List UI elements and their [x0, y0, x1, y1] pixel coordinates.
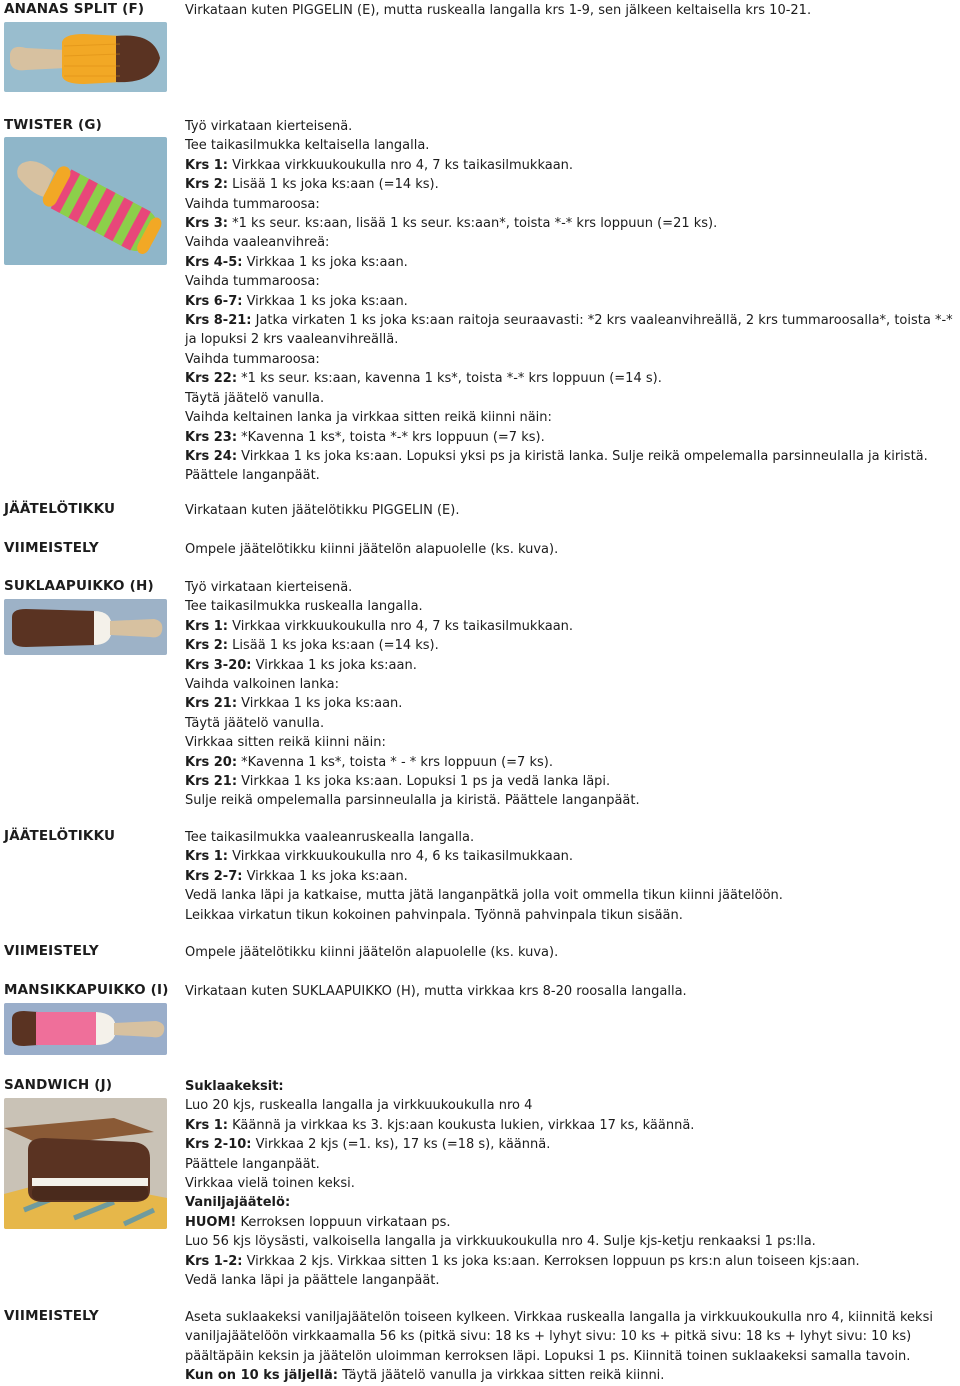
- instruction-line: [185, 943, 955, 962]
- instruction-line: [185, 253, 955, 272]
- instruction-line: [185, 675, 955, 694]
- row-text: Virkkaa 1 ks joka ks:aan.: [242, 254, 408, 270]
- section-body-mansikkapuikko: [185, 982, 955, 1001]
- row-text: Virkataan kuten PIGGELIN (E), mutta ruskealla langalla krs 1-9, sen jälkeen keltaisella krs 10-21.: [185, 3, 812, 18]
- row-text: Täytä jäätelö vanulla ja virkkaa sitten reikä kiinni.: [337, 1368, 665, 1384]
- instruction-line: [185, 1193, 955, 1212]
- row-text: Vaihda tummaroosa:: [185, 351, 320, 367]
- instruction-line: [185, 1271, 955, 1290]
- row-label: Krs 1:: [185, 618, 228, 634]
- instruction-line: [185, 1252, 955, 1271]
- instruction-line: [185, 733, 955, 752]
- instruction-line: [185, 272, 955, 291]
- row-text: Virkataan kuten SUKLAAPUIKKO (H), mutta virkkaa krs 8-20 roosalla langalla.: [185, 984, 687, 999]
- section-title-viimeistely-3: VIIMEISTELY: [4, 1308, 99, 1324]
- row-text: Virkkaa 1 ks joka ks:aan. Lopuksi yksi ps ja kiristä lanka. Sulje reikä ompelemalla parsinneulalla ja kiristä. Päättele langanpäät.: [185, 448, 928, 484]
- row-label: Krs 21:: [185, 696, 238, 712]
- instruction-line: [185, 233, 955, 252]
- instruction-line: [185, 617, 955, 636]
- row-text: Tee taikasilmukka keltaisella langalla.: [185, 138, 430, 154]
- section-body-viimeistely-3: [185, 1308, 955, 1386]
- row-label: Krs 23:: [185, 429, 238, 445]
- instruction-line: [185, 1135, 955, 1154]
- instruction-line: [185, 350, 955, 369]
- instruction-line: [185, 847, 955, 866]
- row-label: Krs 3-20:: [185, 657, 252, 673]
- row-text: Virkkaa 2 kjs. Virkkaa sitten 1 ks joka ks:aan. Kerroksen loppuun ps krs:n alun toiseen kjs:aan.: [242, 1253, 860, 1269]
- row-text: Virkkaa 1 ks joka ks:aan. Lopuksi 1 ps ja vedä lanka läpi.: [237, 774, 611, 790]
- row-label: Krs 8-21:: [185, 313, 252, 329]
- instruction-line: [185, 292, 955, 311]
- row-label: Krs 2-10:: [185, 1137, 252, 1153]
- section-body-suklaapuikko: [185, 578, 955, 811]
- row-text: Täytä jäätelö vanulla.: [185, 715, 325, 731]
- row-label: Krs 1:: [185, 849, 228, 865]
- row-text: Vaihda tummaroosa:: [185, 196, 320, 212]
- row-text: Sulje reikä ompelemalla parsinneulalla ja kiristä. Päättele langanpäät.: [185, 793, 640, 809]
- instruction-line: [185, 214, 955, 233]
- instruction-line: [185, 886, 955, 905]
- instruction-line: [185, 753, 955, 772]
- row-text: Vedä lanka läpi ja katkaise, mutta jätä langanpätkä jolla voit ommella tikun kiinni jäätelöön.: [185, 888, 783, 904]
- row-label: HUOM!: [185, 1214, 237, 1230]
- instruction-line: [185, 791, 955, 810]
- photo-suklaapuikko: [4, 599, 167, 655]
- section-body-viimeistely-1: [185, 540, 955, 559]
- row-text: Tee taikasilmukka ruskealla langalla.: [185, 599, 423, 615]
- instruction-line: [185, 156, 955, 175]
- instruction-line: [185, 195, 955, 214]
- section-title-jaatelotikku-2: JÄÄTELÖTIKKU: [4, 828, 116, 844]
- row-label: Krs 3:: [185, 216, 228, 232]
- row-text: Vaihda tummaroosa:: [185, 274, 320, 290]
- section-title-viimeistely-1: VIIMEISTELY: [4, 540, 99, 556]
- instruction-line: [185, 656, 955, 675]
- row-label: Krs 1:: [185, 1117, 228, 1133]
- section-body-jaatelotikku-1: [185, 501, 955, 520]
- row-label: Kun on 10 ks jäljellä:: [185, 1368, 338, 1384]
- section-title-ananas-split: ANANAS SPLIT (F): [4, 1, 145, 17]
- instruction-line: [185, 694, 955, 713]
- section-body-viimeistely-2: [185, 943, 955, 962]
- section-title-sandwich: SANDWICH (J): [4, 1077, 113, 1093]
- row-label: Vaniljajäätelö:: [185, 1195, 291, 1211]
- row-text: *1 ks seur. ks:aan, lisää 1 ks seur. ks:aan*, toista *-* krs loppuun (=21 ks).: [228, 216, 718, 232]
- section-title-twister: TWISTER (G): [4, 117, 102, 133]
- row-text: Luo 56 kjs löysästi, valkoisella langalla ja virkkuukoukulla nro 4. Sulje kjs-ketju renkaaksi 1 ps:lla.: [185, 1234, 816, 1250]
- instruction-line: [185, 389, 955, 408]
- section-body-twister: [185, 117, 955, 486]
- row-text: Virkkaa virkkuukoukulla nro 4, 6 ks taikasilmukkaan.: [228, 849, 574, 865]
- instruction-line: [185, 1096, 955, 1115]
- row-text: Tee taikasilmukka vaaleanruskealla langalla.: [185, 830, 475, 845]
- row-label: Suklaakeksit:: [185, 1079, 284, 1094]
- instruction-line: [185, 1, 955, 20]
- section-body-sandwich: [185, 1077, 955, 1290]
- instruction-line: [185, 1213, 955, 1232]
- photo-twister: [4, 137, 167, 265]
- instruction-line: [185, 311, 955, 350]
- instruction-line: [185, 447, 955, 486]
- row-text: Lisää 1 ks joka ks:aan (=14 ks).: [228, 177, 439, 193]
- instruction-line: [185, 175, 955, 194]
- section-title-suklaapuikko: SUKLAAPUIKKO (H): [4, 578, 154, 594]
- row-label: Krs 4-5:: [185, 254, 243, 270]
- row-text: Leikkaa virkatun tikun kokoinen pahvinpala. Työnnä pahvinpala tikun sisään.: [185, 907, 683, 923]
- instruction-line: [185, 1232, 955, 1251]
- instruction-line: [185, 982, 955, 1001]
- section-title-mansikkapuikko: MANSIKKAPUIKKO (I): [4, 982, 169, 998]
- instruction-line: [185, 636, 955, 655]
- row-text: *Kavenna 1 ks*, toista *-* krs loppuun (=7 ks).: [237, 429, 545, 445]
- row-text: Virkkaa virkkuukoukulla nro 4, 7 ks taikasilmukkaan.: [228, 157, 574, 173]
- instruction-line: [185, 1308, 955, 1366]
- photo-ananas-split: [4, 22, 167, 92]
- row-label: Krs 6-7:: [185, 293, 243, 309]
- instruction-line: [185, 1077, 955, 1096]
- row-label: Krs 2-7:: [185, 868, 243, 884]
- row-text: Virkkaa 1 ks joka ks:aan.: [237, 696, 403, 712]
- row-text: Vaihda keltainen lanka ja virkkaa sitten reikä kiinni näin:: [185, 410, 552, 426]
- row-text: Luo 20 kjs, ruskealla langalla ja virkkuukoukulla nro 4: [185, 1098, 533, 1114]
- instruction-line: [185, 369, 955, 388]
- instruction-line: [185, 597, 955, 616]
- row-text: Käännä ja virkkaa ks 3. kjs:aan koukusta lukien, virkkaa 17 ks, käännä.: [228, 1117, 695, 1133]
- instruction-line: [185, 428, 955, 447]
- instruction-line: [185, 501, 955, 520]
- instruction-line: [185, 117, 955, 136]
- row-text: Lisää 1 ks joka ks:aan (=14 ks).: [228, 638, 439, 654]
- photo-mansikkapuikko: [4, 1003, 167, 1055]
- instruction-line: [185, 408, 955, 427]
- row-text: Vaihda vaaleanvihreä:: [185, 235, 330, 251]
- section-body-ananas-split: [185, 1, 955, 20]
- row-text: Virkkaa vielä toinen keksi.: [185, 1176, 355, 1192]
- row-text: *1 ks seur. ks:aan, kavenna 1 ks*, toista *-* krs loppuun (=14 s).: [237, 371, 662, 387]
- instruction-line: [185, 578, 955, 597]
- row-text: Vedä lanka läpi ja päättele langanpäät.: [185, 1273, 440, 1289]
- row-text: Ompele jäätelötikku kiinni jäätelön alapuolelle (ks. kuva).: [185, 542, 559, 557]
- row-label: Krs 2:: [185, 177, 228, 193]
- row-text: Virkataan kuten jäätelötikku PIGGELIN (E).: [185, 503, 460, 518]
- photo-sandwich: [4, 1098, 167, 1229]
- instruction-line: [185, 867, 955, 886]
- instruction-line: [185, 540, 955, 559]
- row-text: Aseta suklaakeksi vaniljajäätelön toiseen kylkeen. Virkkaa ruskealla langalla ja virkkuukoukulla nro 4, kiinnitä keksi vaniljajäätelöön virkkaamalla 56 ks (pitkä sivu: 18 ks + lyhyt sivu: 10 ks + pitkä sivu: 18 ks + lyhyt sivu: 10 ks) päältäpäin keksin ja jäätelön uloimman kerroksen läpi. Lopuksi 1 ps. Kiinnitä toinen suklaakeksi samalla tavoin.: [185, 1310, 933, 1364]
- instruction-line: [185, 828, 955, 847]
- instruction-line: [185, 136, 955, 155]
- row-label: Krs 1:: [185, 157, 228, 173]
- row-text: Jatka virkaten 1 ks joka ks:aan raitoja seuraavasti: *2 krs vaaleanvihreällä, 2 krs tummaroosalla*, toista *-* ja lopuksi 2 krs vaaleanvihreällä.: [185, 313, 953, 348]
- row-text: Virkkaa 2 kjs (=1. ks), 17 ks (=18 s), käännä.: [251, 1137, 551, 1153]
- instruction-line: [185, 1155, 955, 1174]
- instruction-line: [185, 714, 955, 733]
- row-text: Ompele jäätelötikku kiinni jäätelön alapuolelle (ks. kuva).: [185, 945, 559, 960]
- row-label: Krs 21:: [185, 774, 238, 790]
- row-label: Krs 2:: [185, 638, 228, 654]
- instruction-line: [185, 1174, 955, 1193]
- row-text: *Kavenna 1 ks*, toista * - * krs loppuun (=7 ks).: [237, 754, 553, 770]
- row-label: Krs 24:: [185, 448, 238, 464]
- row-text: Virkkaa 1 ks joka ks:aan.: [242, 868, 408, 884]
- instruction-line: [185, 906, 955, 925]
- row-text: Täytä jäätelö vanulla.: [185, 390, 325, 406]
- section-body-jaatelotikku-2: [185, 828, 955, 925]
- row-label: Krs 22:: [185, 371, 238, 387]
- section-title-viimeistely-2: VIIMEISTELY: [4, 943, 99, 959]
- row-text: Vaihda valkoinen lanka:: [185, 677, 340, 693]
- row-text: Virkkaa 1 ks joka ks:aan.: [242, 293, 408, 309]
- row-text: Virkkaa 1 ks joka ks:aan.: [251, 657, 417, 673]
- row-text: Päättele langanpäät.: [185, 1156, 320, 1172]
- row-text: Työ virkataan kierteisenä.: [185, 580, 353, 595]
- row-text: Kerroksen loppuun virkataan ps.: [236, 1214, 451, 1230]
- row-label: Krs 1-2:: [185, 1253, 243, 1269]
- section-title-jaatelotikku-1: JÄÄTELÖTIKKU: [4, 501, 116, 517]
- row-text: Virkkaa virkkuukoukulla nro 4, 7 ks taikasilmukkaan.: [228, 618, 574, 634]
- instruction-line: [185, 772, 955, 791]
- row-text: Työ virkataan kierteisenä.: [185, 119, 353, 134]
- row-label: Krs 20:: [185, 754, 238, 770]
- row-text: Virkkaa sitten reikä kiinni näin:: [185, 735, 386, 751]
- instruction-line: [185, 1116, 955, 1135]
